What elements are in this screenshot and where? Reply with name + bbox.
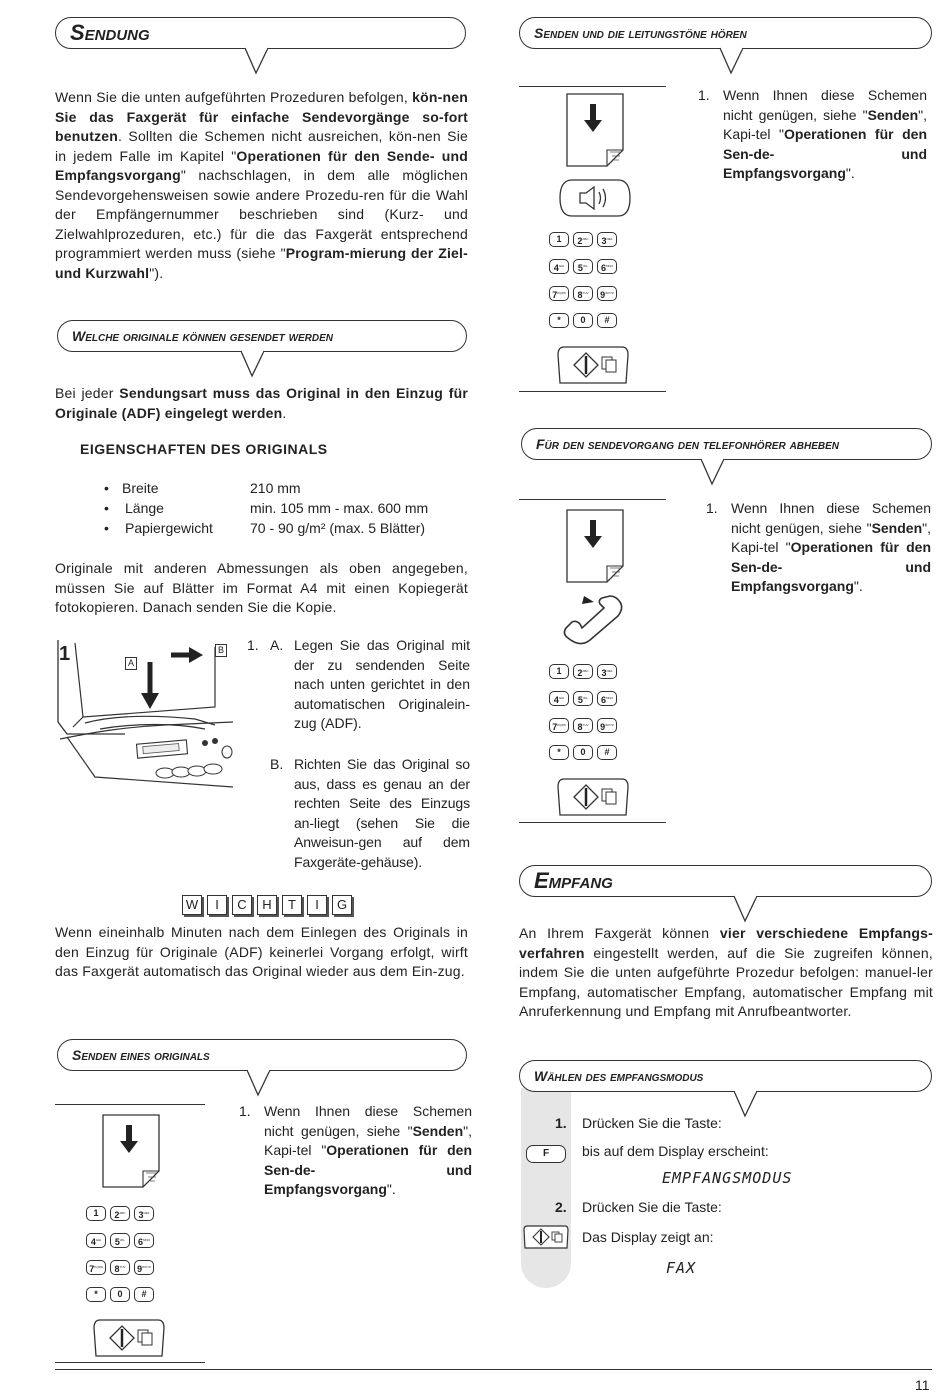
waehlen-bubble-tail bbox=[733, 1090, 759, 1118]
keypad-key: $7^{PQRS}$ bbox=[549, 286, 569, 301]
keypad-key: 1 bbox=[549, 664, 569, 679]
document-icon bbox=[565, 92, 625, 168]
keypad-key: $2^{ABC}$ bbox=[573, 664, 593, 679]
hoerer-title-bubble bbox=[521, 428, 932, 460]
keypad-key: $6^{MNO}$ bbox=[597, 691, 617, 706]
keypad-key: $7^{PQRS}$ bbox=[549, 718, 569, 733]
keypad-key: 1 bbox=[86, 1206, 106, 1221]
leitung-title: Senden und die leitungstöne hören bbox=[534, 25, 747, 41]
waehlen-title: Wählen des empfangsmodus bbox=[534, 1068, 704, 1084]
sendung-title: Sendung bbox=[70, 20, 150, 45]
originale-paragraph: Originale mit anderen Abmessungen als oben angegeben, müssen Sie auf Blätter im Format A4 mit einen Kopiegerät fotokopieren. Danach senden Sie die Kopie. bbox=[55, 560, 468, 615]
hoerer-step-number: 1. bbox=[706, 500, 718, 516]
welche-title-bubble bbox=[57, 320, 467, 352]
keypad-key: $9^{WXYZ}$ bbox=[597, 718, 617, 733]
keypad-key: $8^{TUV}$ bbox=[573, 286, 593, 301]
specs-table bbox=[104, 480, 428, 540]
keypad-key: $9^{WXYZ}$ bbox=[597, 286, 617, 301]
hoerer-step-text: Wenn Ihnen diese Schemen nicht genügen, siehe "Senden", Kapi-tel "Operationen für den Sen-de- und Empfangsvorgang". bbox=[731, 500, 931, 594]
sendung-title-bubble bbox=[55, 17, 466, 49]
keypad-key: $2^{ABC}$ bbox=[110, 1206, 130, 1221]
f-key-icon bbox=[526, 1145, 566, 1163]
keypad bbox=[86, 1206, 154, 1306]
welche-title: Welche originale können gesendet werden bbox=[72, 328, 334, 344]
keypad-key: # bbox=[134, 1287, 154, 1302]
step-b-text: Richten Sie das Original so aus, dass es genau an der rechten Seite des Einzugs an-liegt (sehen Sie die Anweisun-gen auf dem Faxgeräte-gehäuse). bbox=[294, 756, 470, 870]
keypad-key: $8^{TUV}$ bbox=[110, 1260, 130, 1275]
empfang-bubble-tail bbox=[733, 895, 759, 923]
wichtig-paragraph: Wenn eineinhalb Minuten nach dem Einlegen des Originals in den Einzug für Originale (ADF) keinerlei Vorgang erfolgt, wirft das Faxgerät automatisch das Original wieder aus dem Ein-zug. bbox=[55, 924, 468, 979]
display-fax: FAX bbox=[666, 1259, 697, 1277]
keypad-key: $3^{DEF}$ bbox=[134, 1206, 154, 1221]
spec-row: • Breite 210 mm bbox=[104, 480, 301, 496]
keypad-key: * bbox=[549, 745, 569, 760]
waehlen-step1-text: Drücken Sie die Taste: bbox=[582, 1115, 722, 1131]
welche-paragraph: Bei jeder Sendungsart muss das Original in den Einzug für Originale (ADF) eingelegt werden. bbox=[55, 385, 468, 421]
figure-label-a: A bbox=[125, 657, 137, 670]
hoerer-bottom-rule bbox=[519, 822, 666, 823]
step1-number: 1. bbox=[247, 637, 259, 653]
keypad-key: $6^{MNO}$ bbox=[597, 259, 617, 274]
leitung-step-number: 1. bbox=[698, 87, 710, 103]
wichtig-letter: T bbox=[282, 895, 302, 915]
senden-title-bubble bbox=[57, 1039, 467, 1071]
fax-machine-drawing bbox=[55, 637, 233, 795]
step-a-letter: A. bbox=[270, 637, 284, 653]
empfang-title-bubble bbox=[519, 865, 932, 897]
hoerer-bubble-tail bbox=[700, 458, 726, 486]
keypad-key: $5^{JKL}$ bbox=[573, 259, 593, 274]
senden-bottom-rule bbox=[55, 1362, 205, 1363]
empfang-paragraph: An Ihrem Faxgerät können vier verschiedene Empfangs-verfahren eingestellt werden, auf die Sie zugreifen können, indem Sie die unten aufgeführte Prozedur befolgen: manuel-ler Empfang, automatischer Empfang, automatischer Empfang mit Anruferkennung und Empfang mit Anrufbeantworter. bbox=[519, 925, 933, 1019]
keypad-key: $4^{GHI}$ bbox=[549, 691, 569, 706]
start-copy-button-icon bbox=[556, 345, 630, 385]
wichtig-letter: C bbox=[232, 895, 252, 915]
speaker-button-icon bbox=[558, 178, 632, 218]
document-icon bbox=[565, 508, 625, 584]
senden-top-rule bbox=[55, 1104, 205, 1105]
keypad-key: $3^{DEF}$ bbox=[597, 664, 617, 679]
figure-number: 1 bbox=[59, 643, 71, 665]
keypad-key: $6^{MNO}$ bbox=[134, 1233, 154, 1248]
leitung-top-rule bbox=[519, 86, 666, 87]
leitung-step-text: Wenn Ihnen diese Schemen nicht genügen, siehe "Senden", Kapi-tel "Operationen für den Sen-de- und Empfangsvorgang". bbox=[723, 87, 927, 181]
keypad-key: 1 bbox=[549, 232, 569, 247]
waehlen-step2-text: Drücken Sie die Taste: bbox=[582, 1199, 722, 1215]
sendung-paragraph: Wenn Sie die unten aufgeführten Prozeduren befolgen, kön-nen Sie das Faxgerät für einfache Sendevorgänge so-fort benutzen. Sollten die Schemen nicht ausreichen, kön-nen Sie in jedem Falle im Kapitel "Operationen für den Sende- und Empfangsvorgang" nachschlagen, in dem alle möglichen Sendevorgehensweisen sowie andere Prozedu-ren für die Wahl der Empfängernummer beschrieben sind (Kurz- und Zielwahlprozeduren, etc.) für die das Faxgerät entsprechend programmiert werden muss (siehe "Program-mierung der Ziel- und Kurzwahl"). bbox=[55, 89, 468, 281]
start-copy-button-icon bbox=[556, 777, 630, 817]
figure-label-b: B bbox=[215, 644, 227, 657]
f-key-label: F bbox=[542, 1148, 550, 1159]
keypad-key: # bbox=[597, 745, 617, 760]
hoerer-title: Für den sendevorgang den telefonhörer abheben bbox=[536, 436, 840, 452]
keypad bbox=[549, 664, 617, 764]
senden-step-text: Wenn Ihnen diese Schemen nicht genügen, siehe "Senden", Kapi-tel "Operationen für den Sen-de- und Empfangsvorgang". bbox=[264, 1103, 472, 1197]
keypad-key: $8^{TUV}$ bbox=[573, 718, 593, 733]
start-copy-button-icon bbox=[92, 1318, 166, 1358]
spec-row: • Länge min. 105 mm - max. 600 mm bbox=[104, 500, 429, 516]
page-number: 11 bbox=[915, 1377, 930, 1393]
keypad bbox=[549, 232, 617, 332]
welche-bubble-tail bbox=[240, 350, 266, 378]
document-icon bbox=[101, 1113, 161, 1189]
eigenschaften-heading: EIGENSCHAFTEN DES ORIGINALS bbox=[80, 441, 328, 457]
keypad-key: $2^{ABC}$ bbox=[573, 232, 593, 247]
wichtig-letter: I bbox=[207, 895, 227, 915]
keypad-key: $9^{WXYZ}$ bbox=[134, 1260, 154, 1275]
spec-row: • Papiergewicht 70 - 90 g/m² (max. 5 Blätter) bbox=[104, 520, 426, 536]
keypad-key: 0 bbox=[573, 313, 593, 328]
keypad-key: 0 bbox=[573, 745, 593, 760]
wichtig-letter: I bbox=[307, 895, 327, 915]
wichtig-label bbox=[182, 895, 357, 915]
hoerer-top-rule bbox=[519, 499, 666, 500]
leitung-bottom-rule bbox=[519, 391, 666, 392]
wichtig-letter: G bbox=[332, 895, 352, 915]
phone-handset-icon bbox=[560, 594, 630, 646]
leitung-bubble-tail bbox=[719, 47, 745, 75]
step-a-text: Legen Sie das Original mit der zu sendenden Seite nach unten gerichtet in den automatischen Originalein-zug (ADF). bbox=[294, 637, 470, 731]
senden-step-number: 1. bbox=[239, 1103, 251, 1119]
senden-title: Senden eines originals bbox=[72, 1047, 210, 1063]
keypad-key: $4^{GHI}$ bbox=[549, 259, 569, 274]
waehlen-step1-b: bis auf dem Display erscheint: bbox=[582, 1143, 769, 1159]
keypad-key: $3^{DEF}$ bbox=[597, 232, 617, 247]
empfang-title: Empfang bbox=[534, 868, 613, 893]
waehlen-step2-b: Das Display zeigt an: bbox=[582, 1229, 714, 1245]
leitung-title-bubble bbox=[519, 17, 932, 49]
keypad-key: $7^{PQRS}$ bbox=[86, 1260, 106, 1275]
waehlen-step2-number: 2. bbox=[555, 1199, 567, 1215]
start-copy-button-icon bbox=[522, 1224, 570, 1250]
keypad-key: $5^{JKL}$ bbox=[110, 1233, 130, 1248]
wichtig-letter: H bbox=[257, 895, 277, 915]
step-b-letter: B. bbox=[270, 756, 284, 772]
keypad-key: $4^{GHI}$ bbox=[86, 1233, 106, 1248]
fax-illustration bbox=[55, 637, 233, 795]
footer-rule bbox=[55, 1369, 932, 1370]
waehlen-title-bubble bbox=[519, 1060, 932, 1092]
keypad-key: # bbox=[597, 313, 617, 328]
senden-bubble-tail bbox=[246, 1069, 272, 1097]
waehlen-step1-number: 1. bbox=[555, 1115, 567, 1131]
keypad-key: * bbox=[86, 1287, 106, 1302]
keypad-key: 0 bbox=[110, 1287, 130, 1302]
sendung-bubble-tail bbox=[244, 47, 270, 75]
wichtig-letter: W bbox=[182, 895, 202, 915]
keypad-key: $5^{JKL}$ bbox=[573, 691, 593, 706]
display-empfangsmodus: EMPFANGSMODUS bbox=[662, 1169, 793, 1187]
keypad-key: * bbox=[549, 313, 569, 328]
